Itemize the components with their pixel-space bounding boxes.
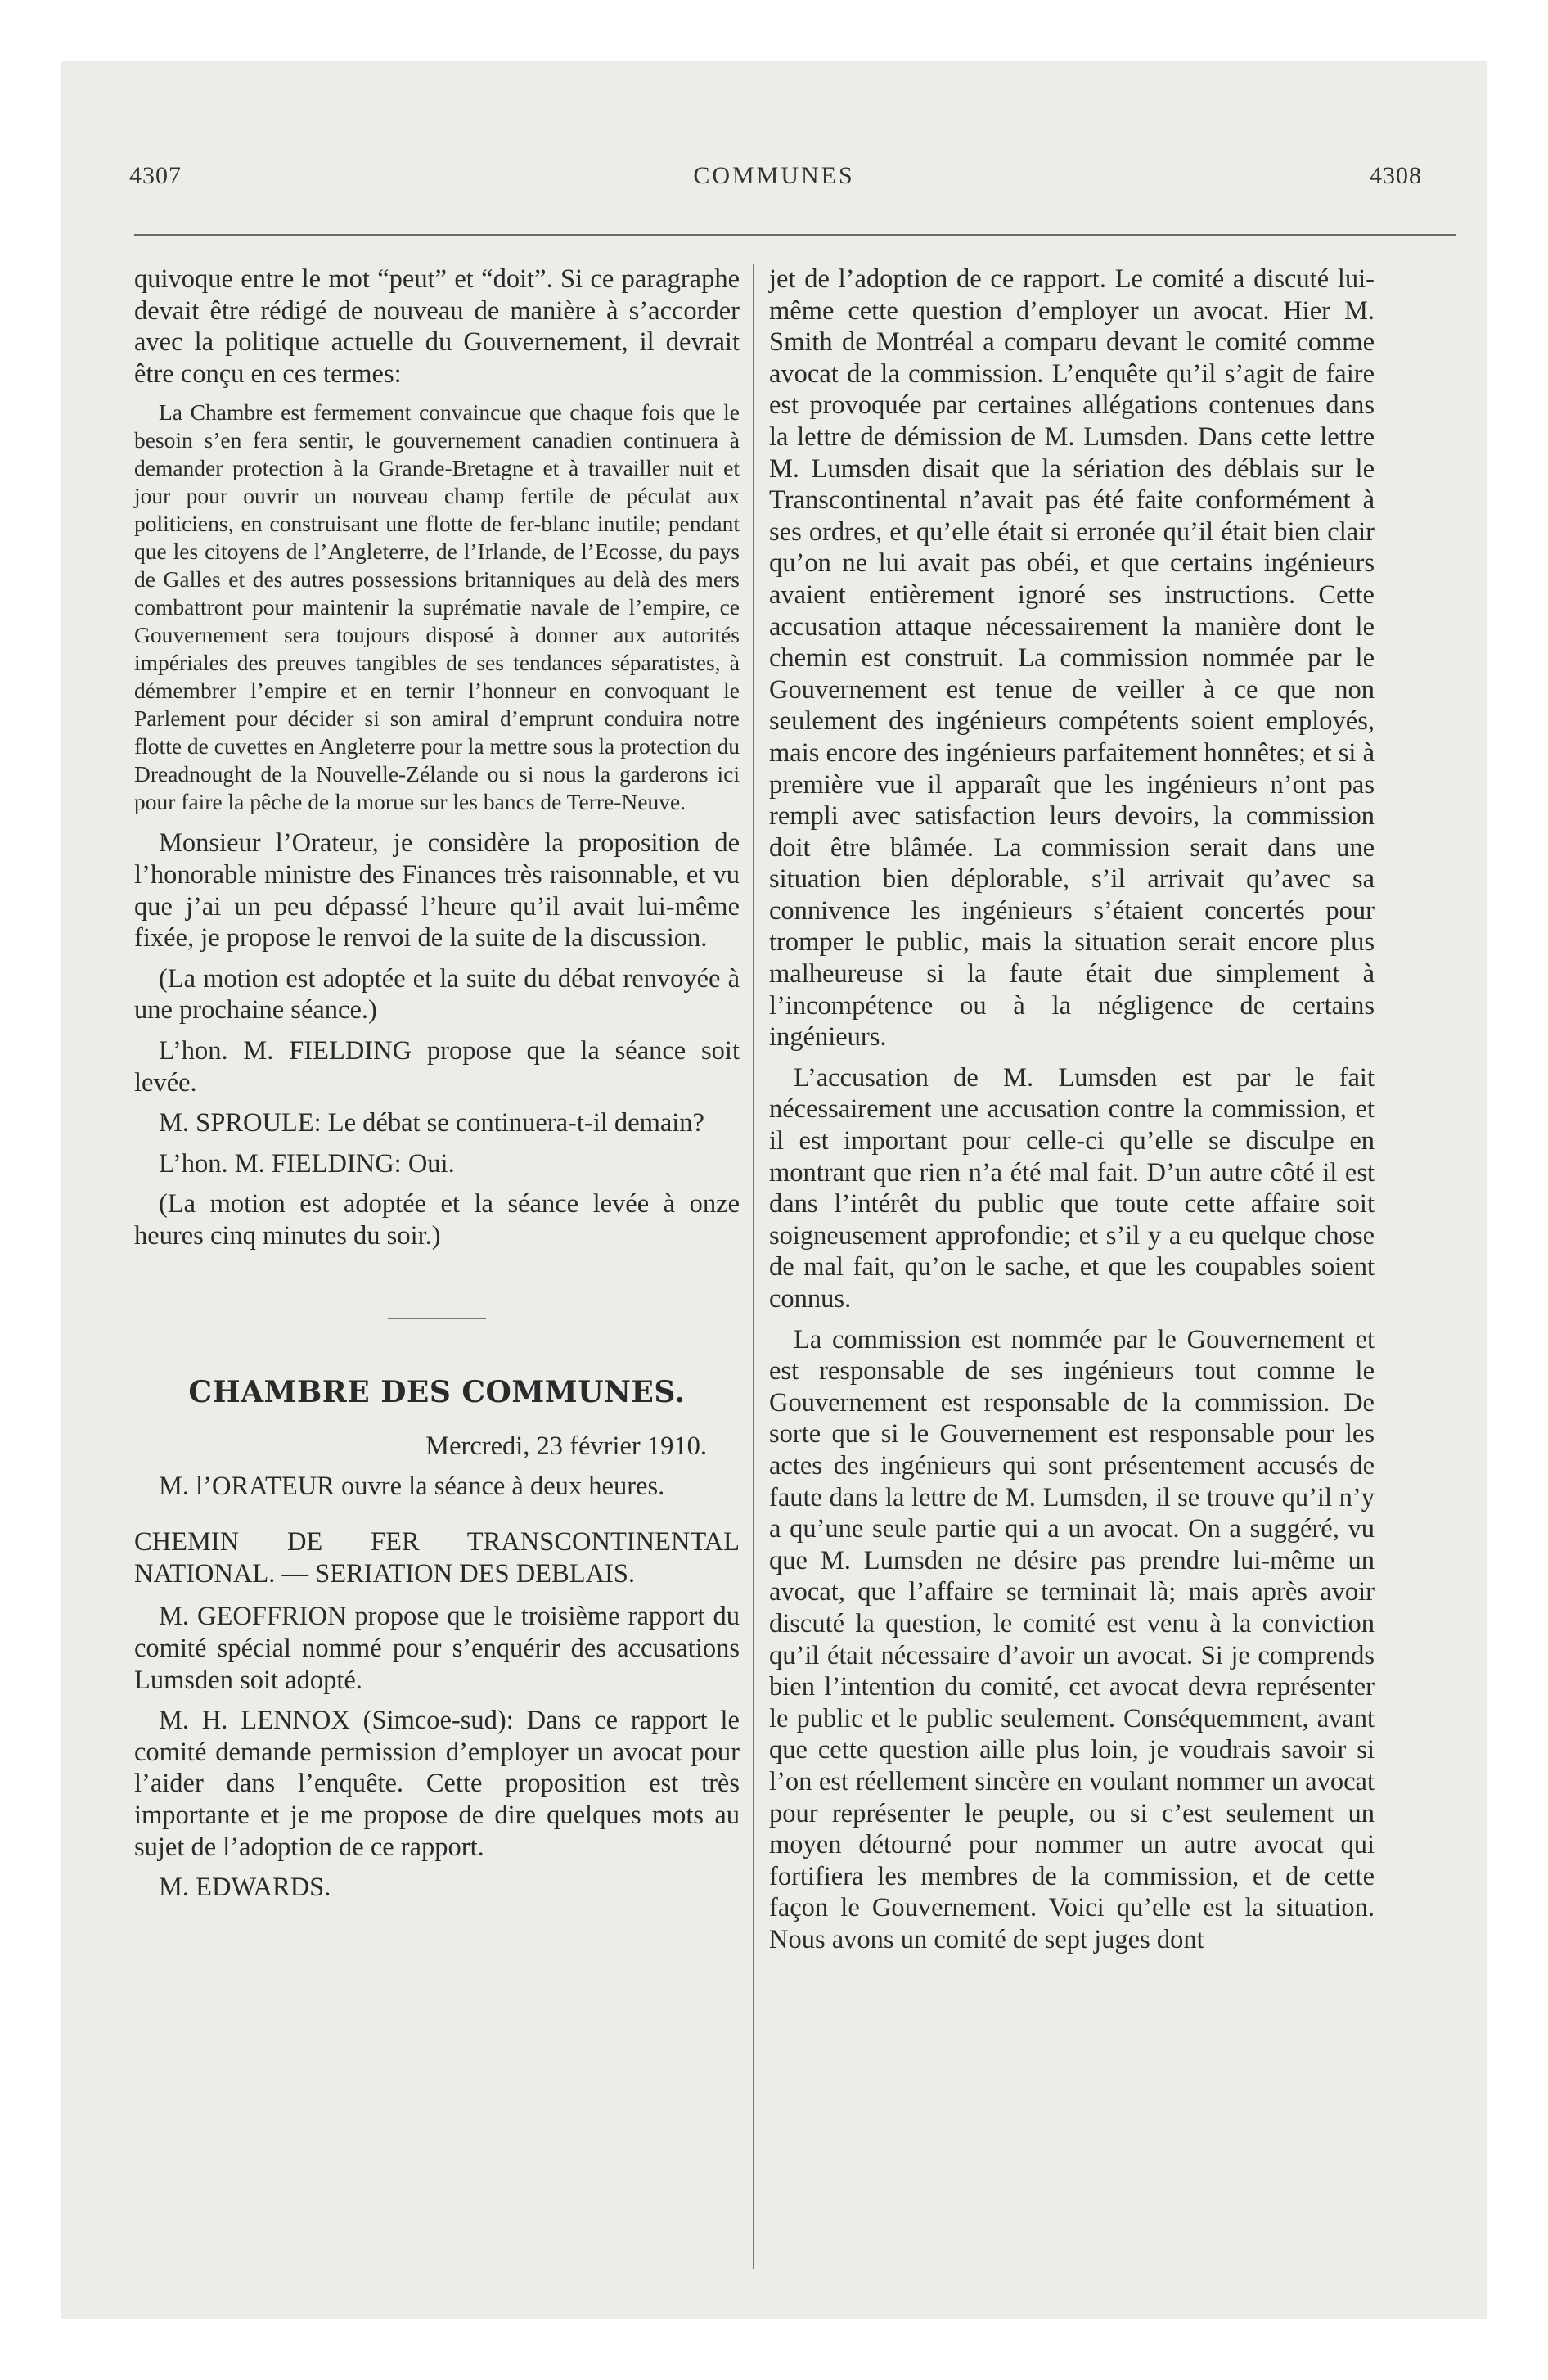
section-separator (388, 1318, 486, 1319)
page (61, 61, 1487, 2319)
left-column (134, 264, 740, 1913)
chamber-heading: CHAMBRE DES COMMUNES. (188, 1374, 686, 1409)
running-title: COMMUNES (693, 162, 855, 189)
header-rule (134, 234, 1456, 236)
paragraph: L’accusation de M. Lumsden est par le fait nécessairement une accusation contre la commission, et il est important pour celle-ci qu’elle se disculpe en montrant que rien n’a été mal fait. D’un autre côté il est dans l’intérêt du public que toute cette affaire soit soigneusement approfondie; et s’il y a eu quelque chose de mal fait, qu’on le sache, et que les coupables soient connus. (769, 1062, 1375, 1314)
paragraph: M. GEOFFRION propose que le troisième rapport du comité spécial nommé pour s’enquérir des accusations Lumsden soit adopté. (134, 1602, 740, 1695)
page-number-left: 4307 (129, 162, 182, 189)
right-column (769, 264, 1375, 1964)
page-number-right: 4308 (1370, 162, 1422, 189)
paragraph: M. SPROULE: Le débat se continuera-t-il demain? (159, 1108, 704, 1138)
section-heading: CHEMIN DE FER TRANSCONTINENTAL NATIONAL. — SERIATION DES DEBLAIS. (134, 1527, 740, 1589)
paragraph: M. l’ORATEUR ouvre la séance à deux heures. (159, 1471, 665, 1501)
paragraph: M. H. LENNOX (Simcoe-sud): Dans ce rapport le comité demande permission d’employer un avocat pour l’aider dans l’enquête. Cette proposition est très importante et je me propose de dire quelques mots au sujet de l’adoption de ce rapport. (134, 1706, 740, 1862)
paragraph: quivoque entre le mot “peut” et “doit”. Si ce paragraphe devait être rédigé de nouveau de manière à s’accorder avec la politique actuelle du Gouvernement, il devrait être conçu en ces termes: (134, 264, 740, 389)
quoted-resolution: La Chambre est fermement convaincue que chaque fois que le besoin s’en fera sentir, le gouvernement canadien continuera à demander protection à la Grande-Bretagne et à travailler nuit et jour pour ouvrir un nouveau champ fertile de péculat aux politiciens, en construisant une flotte de fer-blanc inutile; pendant que les citoyens de l’Angleterre, de l’Irlande, de l’Ecosse, du pays de Galles et des autres possessions britanniques au delà des mers combattront pour maintenir la suprématie navale de l’empire, ce Gouvernement sera toujours disposé à donner aux autorités impériales des preuves tangibles de ses tendances séparatistes, à démembrer l’empire et en ternir l’honneur en convoquant le Parlement pour décider si son amiral d’emprunt conduira notre flotte de cuvettes en Angleterre pour la mettre sous la protection du Dreadnought de la Nouvelle-Zélande ou si nous la garderons ici pour faire la pêche de la morue sur les bancs de Terre-Neuve. (134, 399, 740, 815)
paragraph: (La motion est adoptée et la suite du débat renvoyée à une prochaine séance.) (134, 963, 740, 1025)
signature: M. EDWARDS. (159, 1873, 331, 1903)
sitting-date: Mercredi, 23 février 1910. (425, 1431, 707, 1462)
paragraph: jet de l’adoption de ce rapport. Le comité a discuté lui-même cette question d’employer un avocat. Hier M. Smith de Montréal a comparu devant le comité comme avocat de la commission. L’enquête qu’il s’agit de faire est provoquée par certaines allégations contenues dans la lettre de démission de M. Lumsden. Dans cette lettre M. Lumsden disait que la sériation des déblais sur le Transcontinental n’avait pas été faite conformément à ses ordres, et qu’elle était si erronée qu’il était bien clair qu’on ne lui avait pas obéi, et que certains ingénieurs avaient entièrement ignoré ses instructions. Cette accusation attaque nécessairement la manière dont le chemin est construit. La commission nommée par le Gouvernement est tenue de veiller à ce que non seulement des ingénieurs compétents soient employés, mais encore des ingénieurs parfaitement honnêtes; et si à première vue il apparaît que les ingénieurs n’ont pas rempli avec satisfaction leurs devoirs, la commission doit être blâmée. La commission serait dans une situation bien déplorable, s’il arrivait qu’avec sa connivence les ingénieurs s’étaient concertés pour tromper le public, mais la situation serait encore plus malheureuse si la faute était due simplement à l’incompétence ou à la négligence de certains ingénieurs. (769, 264, 1375, 1053)
paragraph: La commission est nommée par le Gouvernement et est responsable de ses ingénieurs tout comme le Gouvernement est responsable de la commission. De sorte que si le Gouvernement est responsable pour les actes des ingénieurs qui sont présentement accusés de faute dans la lettre de M. Lumsden, il se trouve qu’il n’y a qu’une seule partie qui a un avocat. On a suggéré, vu que M. Lumsden ne désire pas prendre lui-même un avocat, que l’affaire se terminait là; mais après avoir discuté la question, le comité est venu à la conviction qu’il était nécessaire d’avoir un avocat. Si je comprends bien l’intention du comité, cet avocat devra représenter le public et le public seulement. Conséquemment, avant que cette question aille plus loin, je voudrais savoir si l’on est réellement sincère en voulant nommer un avocat pour représenter le peuple, ou si c’est seulement un moyen détourné pour nommer un autre avocat qui fortifiera les membres de la commission, et de cette façon le Gouvernement. Voici qu’elle est la situation. Nous avons un comité de sept juges dont (769, 1324, 1375, 1954)
column-divider (753, 264, 754, 2269)
paragraph: Monsieur l’Orateur, je considère la proposition de l’honorable ministre des Finances très raisonnable, et vu que j’ai un peu dépassé l’heure qu’il avait lui-même fixée, je propose le renvoi de la suite de la discussion. (134, 828, 740, 953)
paragraph: (La motion est adoptée et la séance levée à onze heures cinq minutes du soir.) (134, 1189, 740, 1251)
paragraph: L’hon. M. FIELDING: Oui. (159, 1148, 455, 1179)
paragraph: L’hon. M. FIELDING propose que la séance soit levée. (134, 1035, 740, 1098)
